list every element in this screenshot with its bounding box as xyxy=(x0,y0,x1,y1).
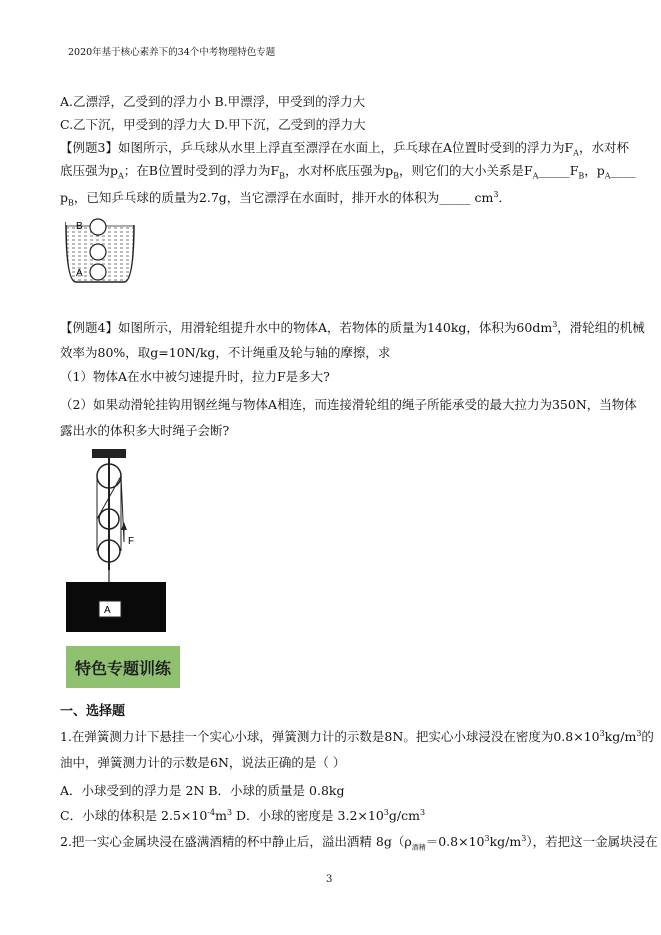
option-line-cd: C.乙下沉，甲受到的浮力大 D.甲下沉，乙受到的浮力大 xyxy=(60,117,366,132)
object-a-label: A xyxy=(104,605,111,616)
label-a: A xyxy=(76,268,83,279)
q2-line1: 2.把一实心金属块浸在盛满酒精的杯中静止后，溢出酒精 $8g(\rho_{酒精}=0.8\times 10^3kg/m^3)$，若把这一金属块浸在 xyxy=(60,833,658,852)
example3-line3: $p_B$，已知乒乓球的质量为2.7g，当它漂浮在水面时，排开水的体积为_____ $cm^3$． xyxy=(60,189,511,208)
example4-line2: 效率为80%，取g=10N/kg，不计绳重及轮与轴的摩擦，求 xyxy=(60,345,391,360)
page-number: 3 xyxy=(326,874,333,885)
q1-options-cd: C．小球的体积是 $2.5\times 10^{-4}m^3$ D．小球的密度是 $3.2\times 10^3g/cm^3$ xyxy=(60,807,426,823)
example4-question1: （1）物体A在水中被匀速提升时，拉力F是多大? xyxy=(60,369,330,384)
ceiling-mount xyxy=(92,449,126,458)
example4-line1: 【例题4】如图所示，用滑轮组提升水中的物体A，若物体的质量为140kg，体积为$60dm^3$，滑轮组的机械 xyxy=(60,319,645,335)
ball-bottom xyxy=(90,264,106,280)
label-b: B xyxy=(76,221,83,232)
page-header: 2020年基于核心素养下的34个中考物理特色专题 xyxy=(68,47,276,58)
beaker-figure xyxy=(60,214,140,286)
section-heading: 一、选择题 xyxy=(60,704,126,719)
example4-question2-cont: 露出水的体积多大时绳子会断? xyxy=(60,423,230,438)
example3-line1: 【例题3】如图所示，乒乓球从水里上浮直至漂浮在水面上，乒乓球在A位置时受到的浮力为$F_A$，水对杯 xyxy=(60,140,629,158)
example3-line2: 底压强为$p_A$；在B位置时受到的浮力为$F_B$，水对杯底压强为$p_B$，则它们的大小关系是$F_A\_\_\_\_\_F_B$，$p_A\_\_\_\_$ xyxy=(60,163,636,181)
force-arrow xyxy=(121,522,127,530)
ball-top xyxy=(90,219,106,235)
q1-line1: 1.在弹簧测力计下悬挂一个实心小球，弹簧测力计的示数是8N。把实心小球浸没在密度为$0.8\times 10^3kg/m^3$的 xyxy=(60,728,654,744)
q1-options-ab: A．小球受到的浮力是 2N B．小球的质量是 0.8kg xyxy=(60,783,345,798)
force-label: F xyxy=(128,536,135,547)
ball-middle xyxy=(90,244,106,260)
banner-text: 特色专题训练 xyxy=(74,658,171,678)
example4-question2: （2）如果动滑轮挂钩用钢丝绳与物体A相连，而连接滑轮组的绳子所能承受的最大拉力为350N，当物体 xyxy=(60,397,637,412)
pulley-figure xyxy=(66,446,166,640)
q1-line2: 油中，弹簧测力计的示数是6N，说法正确的是（ ） xyxy=(60,755,346,770)
section-banner xyxy=(66,646,180,688)
option-line-ab: A.乙漂浮，乙受到的浮力小 B.甲漂浮，甲受到的浮力大 xyxy=(60,94,366,109)
